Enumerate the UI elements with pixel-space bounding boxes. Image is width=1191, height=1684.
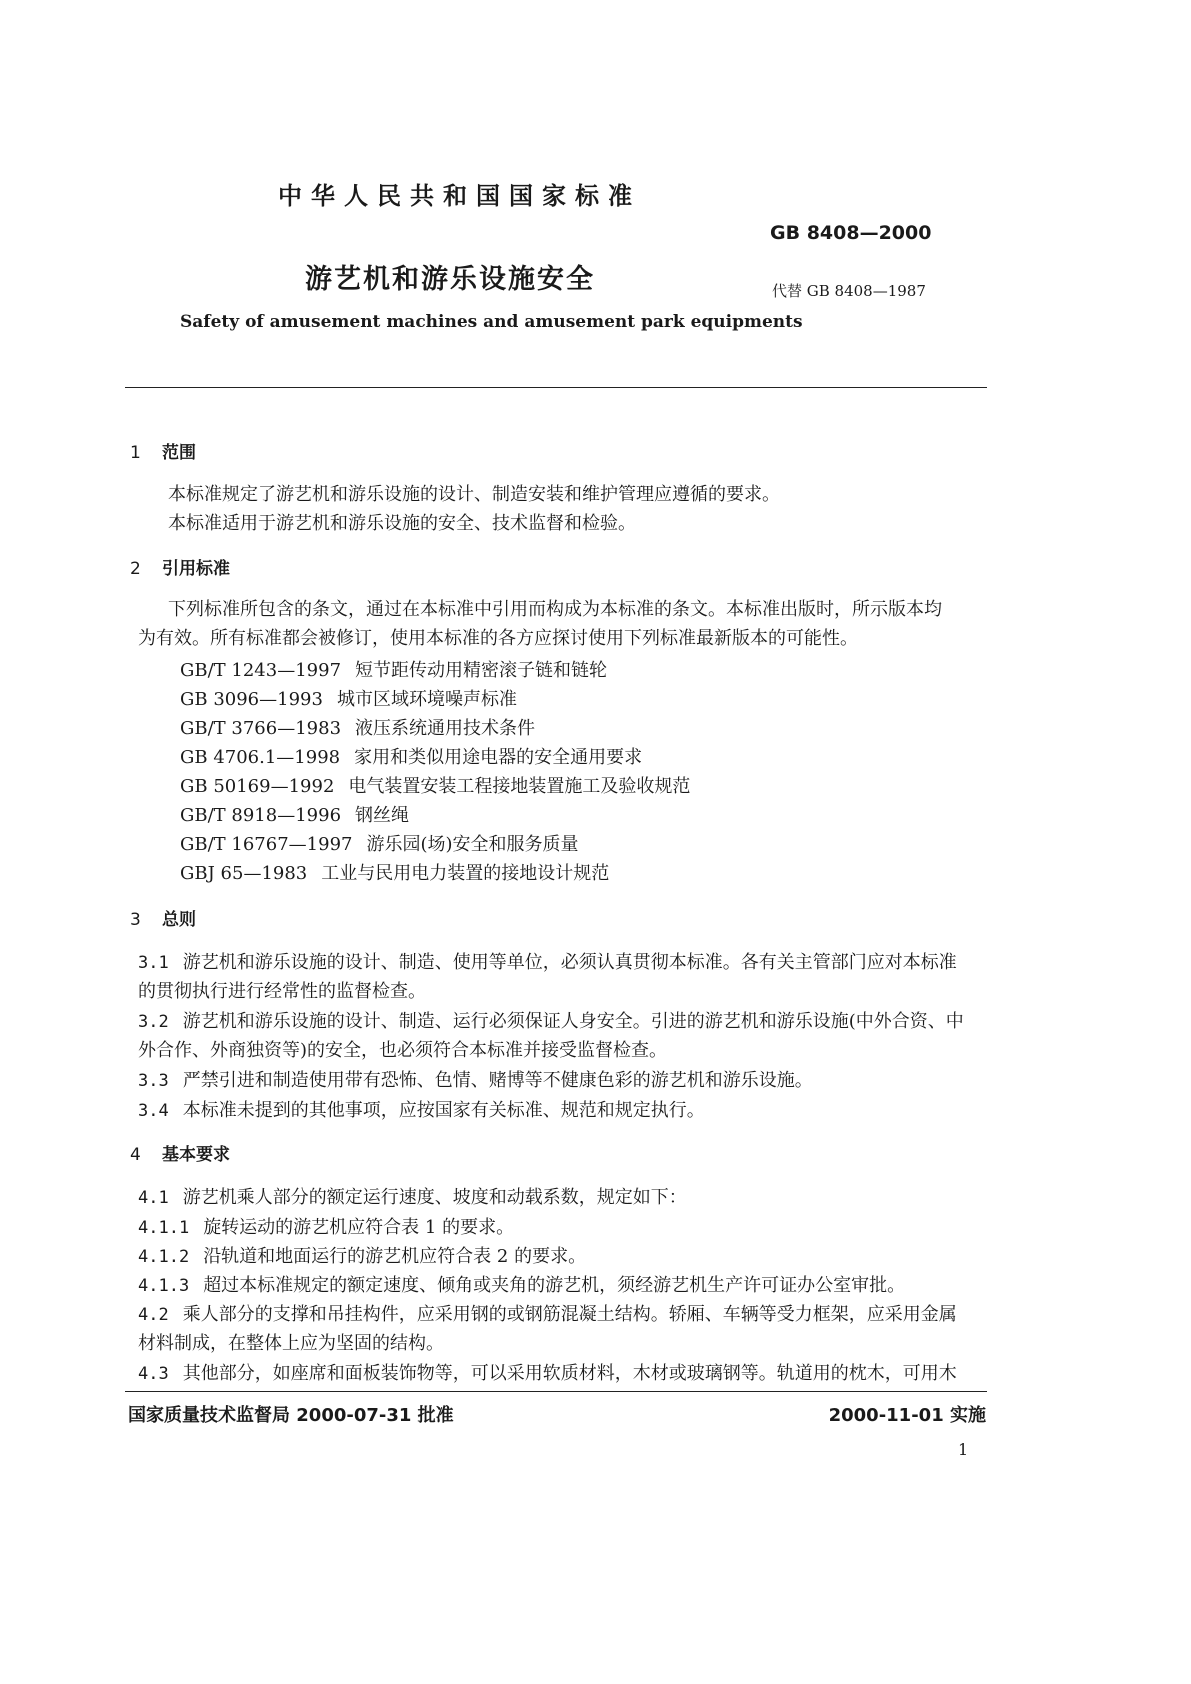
clause-3-1: 3.1 游艺机和游乐设施的设计、制造、使用等单位，必须认真贯彻本标准。各有关主管部门应对本标准 [138, 952, 957, 973]
clause-4-2: 4.2 乘人部分的支撑和吊挂构件，应采用钢的或钢筋混凝土结构。轿厢、车辆等受力框架，应采用金属 [138, 1304, 957, 1325]
paragraph: 本标准适用于游艺机和游乐设施的安全、技术监督和检验。 [168, 513, 636, 534]
clause-3-4: 3.4 本标准未提到的其他事项，应按国家有关标准、规范和规定执行。 [138, 1100, 705, 1121]
reference-item: GB/T 16767—1997 游乐园(场)安全和服务质量 [180, 834, 579, 855]
reference-item: GB/T 1243—1997 短节距传动用精密滚子链和链轮 [180, 660, 608, 681]
clause-4-2-cont: 材料制成，在整体上应为坚固的结构。 [138, 1333, 444, 1354]
clause-4-1-3: 4.1.3 超过本标准规定的额定速度、倾角或夹角的游艺机，须经游艺机生产许可证办公室审批。 [138, 1275, 906, 1296]
section-number: 1 [130, 443, 141, 463]
document-title: 游艺机和游乐设施安全 [305, 264, 595, 295]
clause-3-1-cont: 的贯彻执行进行经常性的监督检查。 [138, 981, 426, 1002]
clause-3-2: 3.2 游艺机和游乐设施的设计、制造、运行必须保证人身安全。引进的游艺机和游乐设施(中外合资、中 [138, 1011, 964, 1032]
section-title: 总则 [162, 910, 196, 930]
section-number: 3 [130, 910, 141, 930]
replaces-standard: 代替 GB 8408—1987 [772, 282, 926, 300]
section-4-heading [130, 1140, 230, 1165]
section-1-heading [130, 438, 196, 463]
country-title: 中华人民共和国国家标准 [278, 182, 641, 210]
page-number: 1 [958, 1440, 969, 1459]
footer-rule [125, 1391, 987, 1392]
reference-item: GBJ 65—1983 工业与民用电力装置的接地设计规范 [180, 863, 610, 884]
section-title: 引用标准 [162, 559, 230, 579]
reference-item: GB 50169—1992 电气装置安装工程接地装置施工及验收规范 [180, 776, 691, 797]
reference-item: GB/T 8918—1996 钢丝绳 [180, 805, 410, 826]
clause-4-1-2: 4.1.2 沿轨道和地面运行的游艺机应符合表 2 的要求。 [138, 1246, 587, 1267]
reference-item: GB 3096—1993 城市区域环境噪声标准 [180, 689, 517, 710]
section-title: 基本要求 [162, 1145, 230, 1165]
clause-4-3: 4.3 其他部分，如座席和面板装饰物等，可以采用软质材料，木材或玻璃钢等。轨道用的枕木，可用木 [138, 1363, 957, 1384]
section-3-heading [130, 905, 196, 930]
approval-date: 国家质量技术监督局 2000-07-31 批准 [128, 1405, 454, 1426]
section-number: 2 [130, 559, 141, 579]
reference-item: GB 4706.1—1998 家用和类似用途电器的安全通用要求 [180, 747, 643, 768]
clause-3-3: 3.3 严禁引进和制造使用带有恐怖、色情、赌博等不健康色彩的游艺机和游乐设施。 [138, 1070, 813, 1091]
paragraph: 为有效。所有标准都会被修订，使用本标准的各方应探讨使用下列标准最新版本的可能性。 [138, 628, 858, 649]
header-rule [125, 387, 987, 388]
section-number: 4 [130, 1145, 141, 1165]
clause-3-2-cont: 外合作、外商独资等)的安全，也必须符合本标准并接受监督检查。 [138, 1040, 668, 1061]
english-title: Safety of amusement machines and amusement park equipments [180, 312, 803, 332]
section-title: 范围 [162, 443, 196, 463]
paragraph: 本标准规定了游艺机和游乐设施的设计、制造安装和维护管理应遵循的要求。 [168, 484, 780, 505]
section-2-heading [130, 554, 230, 579]
clause-4-1-1: 4.1.1 旋转运动的游艺机应符合表 1 的要求。 [138, 1217, 515, 1238]
standard-number: GB 8408—2000 [770, 222, 932, 244]
reference-item: GB/T 3766—1983 液压系统通用技术条件 [180, 718, 536, 739]
implementation-date: 2000-11-01 实施 [828, 1405, 986, 1426]
paragraph: 下列标准所包含的条文，通过在本标准中引用而构成为本标准的条文。本标准出版时，所示版本均 [168, 599, 942, 620]
clause-4-1: 4.1 游艺机乘人部分的额定运行速度、坡度和动载系数，规定如下： [138, 1187, 687, 1208]
